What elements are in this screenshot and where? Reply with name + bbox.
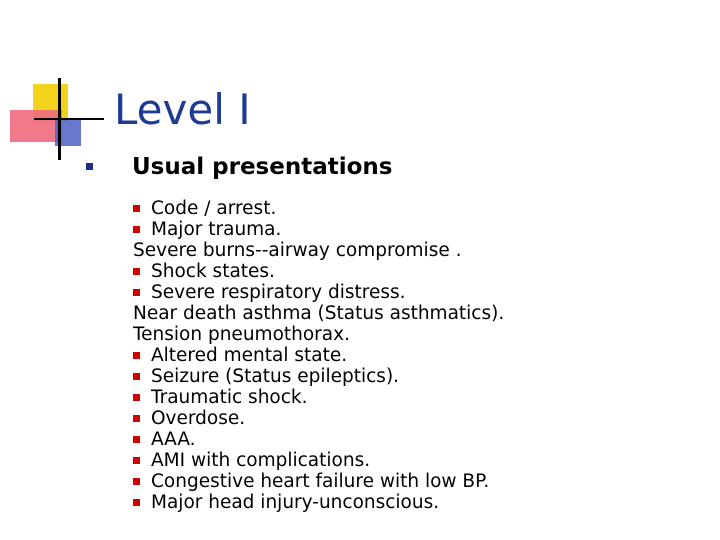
list-item-text: Code / arrest. — [151, 198, 277, 219]
list-item-text: Severe burns--airway compromise . — [133, 240, 462, 261]
list-item — [133, 366, 504, 387]
red-square-bullet-icon — [133, 478, 140, 485]
list-item-text: Overdose. — [151, 408, 246, 429]
slide-logo-icon — [0, 0, 110, 170]
logo-horizontal-line — [34, 118, 104, 120]
list-item — [133, 324, 504, 345]
red-square-bullet-icon — [133, 205, 140, 212]
red-square-bullet-icon — [133, 457, 140, 464]
list-item-text: Congestive heart failure with low BP. — [151, 471, 490, 492]
red-square-bullet-icon — [133, 352, 140, 359]
list-item — [133, 303, 504, 324]
section-heading: Usual presentations — [132, 154, 393, 180]
list-item-text: Major trauma. — [151, 219, 282, 240]
list-item — [133, 282, 504, 303]
list-item — [133, 408, 504, 429]
red-square-bullet-icon — [133, 394, 140, 401]
red-square-bullet-icon — [133, 436, 140, 443]
red-square-bullet-icon — [133, 373, 140, 380]
square-bullet-icon — [86, 163, 93, 170]
list-item-text: Tension pneumothorax. — [133, 324, 350, 345]
red-square-bullet-icon — [133, 415, 140, 422]
list-item — [133, 198, 504, 219]
red-square-bullet-icon — [133, 499, 140, 506]
list-item — [133, 471, 504, 492]
list-item — [133, 219, 504, 240]
list-item — [133, 387, 504, 408]
list-item-text: Altered mental state. — [151, 345, 348, 366]
presentations-list — [133, 198, 504, 513]
list-item-text: Major head injury-unconscious. — [151, 492, 440, 513]
list-item-text: Severe respiratory distress. — [151, 282, 406, 303]
list-item-text: Shock states. — [151, 261, 275, 282]
list-item — [133, 345, 504, 366]
list-item — [133, 450, 504, 471]
list-item — [133, 429, 504, 450]
list-item-text: AMI with complications. — [151, 450, 371, 471]
slide-title: Level I — [114, 85, 251, 134]
red-square-bullet-icon — [133, 226, 140, 233]
red-square-bullet-icon — [133, 268, 140, 275]
list-item-text: Near death asthma (Status asthmatics). — [133, 303, 505, 324]
list-item-text: AAA. — [151, 429, 196, 450]
list-item-text: Seizure (Status epileptics). — [151, 366, 400, 387]
red-square-bullet-icon — [133, 289, 140, 296]
list-item — [133, 492, 504, 513]
list-item — [133, 261, 504, 282]
list-item-text: Traumatic shock. — [151, 387, 308, 408]
list-item — [133, 240, 504, 261]
